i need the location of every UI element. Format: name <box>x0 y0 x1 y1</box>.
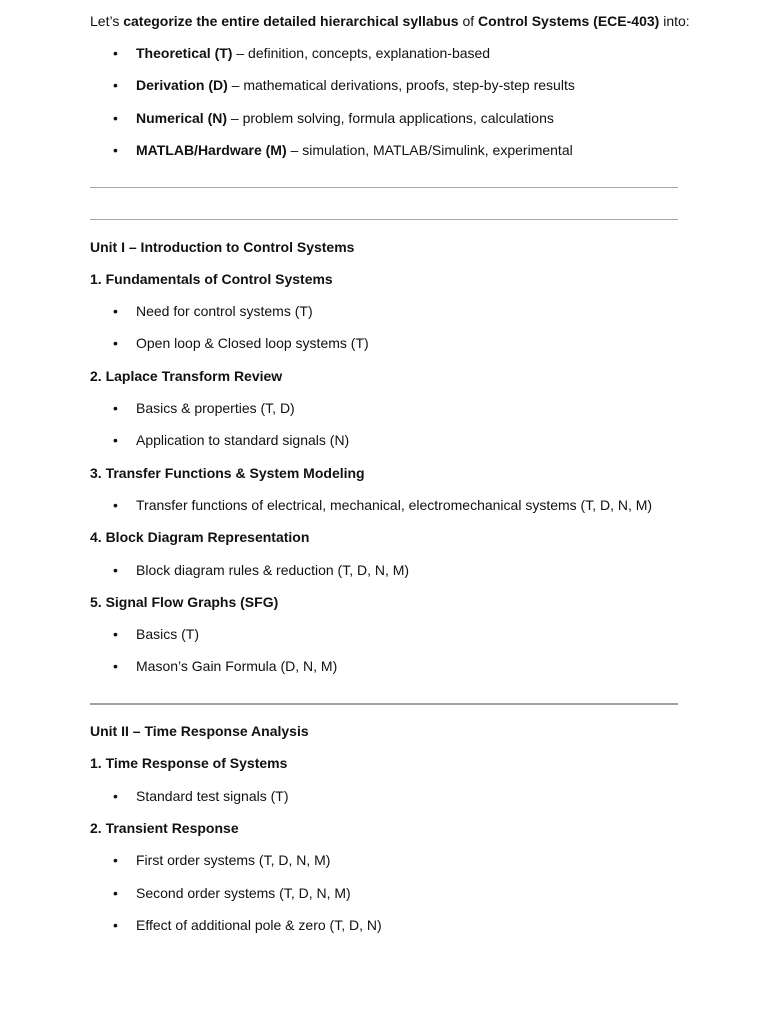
bullet-icon: • <box>113 432 118 448</box>
category-term: Theoretical (T) <box>136 45 233 61</box>
list-item <box>113 884 351 902</box>
list-item-text: Effect of additional pole & zero (T, D, N) <box>136 917 382 933</box>
section-heading: 1. Fundamentals of Control Systems <box>90 271 333 287</box>
list-item-text: Need for control systems (T) <box>136 303 313 319</box>
intro-paragraph <box>90 12 690 30</box>
bullet-icon: • <box>113 852 118 868</box>
list-item <box>113 76 575 94</box>
bullet-icon: • <box>113 658 118 674</box>
section-heading: 1. Time Response of Systems <box>90 755 288 771</box>
intro-text: Let’s <box>90 13 124 29</box>
list-item-text: Standard test signals (T) <box>136 788 289 804</box>
list-item <box>113 657 337 675</box>
list-item-text: Basics (T) <box>136 626 199 642</box>
list-item-text: Second order systems (T, D, N, M) <box>136 885 351 901</box>
list-item <box>113 916 382 934</box>
list-item-text: Application to standard signals (N) <box>136 432 350 448</box>
bullet-icon: • <box>113 626 118 642</box>
intro-text: into: <box>659 13 690 29</box>
bullet-icon: • <box>113 45 118 61</box>
intro-emphasis: categorize the entire detailed hierarchical syllabus <box>123 13 459 29</box>
category-desc: – mathematical derivations, proofs, step-by-step results <box>227 77 575 93</box>
bullet-icon: • <box>113 497 118 513</box>
list-item <box>113 561 409 579</box>
bullet-icon: • <box>113 303 118 319</box>
unit-title: Unit I – Introduction to Control Systems <box>90 239 355 255</box>
category-desc: – simulation, MATLAB/Simulink, experimental <box>286 142 573 158</box>
section-heading: 3. Transfer Functions & System Modeling <box>90 465 365 481</box>
list-item <box>113 851 330 869</box>
category-term: Numerical (N) <box>136 110 228 126</box>
list-item-text: Transfer functions of electrical, mechanical, electromechanical systems (T, D, N, M) <box>136 497 653 513</box>
divider <box>90 703 678 705</box>
list-item <box>113 496 652 514</box>
list-item <box>113 44 490 62</box>
divider <box>90 187 678 188</box>
list-item <box>113 399 295 417</box>
unit-title: Unit II – Time Response Analysis <box>90 723 309 739</box>
list-item-text: First order systems (T, D, N, M) <box>136 852 331 868</box>
bullet-icon: • <box>113 788 118 804</box>
category-term: MATLAB/Hardware (M) <box>136 142 287 158</box>
bullet-icon: • <box>113 77 118 93</box>
category-term: Derivation (D) <box>136 77 228 93</box>
list-item <box>113 302 313 320</box>
divider <box>90 219 678 220</box>
bullet-icon: • <box>113 885 118 901</box>
section-heading: 2. Transient Response <box>90 820 239 836</box>
list-item-text: Basics & properties (T, D) <box>136 400 295 416</box>
list-item <box>113 787 289 805</box>
list-item-text: Mason’s Gain Formula (D, N, M) <box>136 658 338 674</box>
bullet-icon: • <box>113 110 118 126</box>
category-desc: – problem solving, formula applications, calculations <box>227 110 554 126</box>
course-name: Control Systems (ECE-403) <box>478 13 660 29</box>
list-item <box>113 334 369 352</box>
section-heading: 5. Signal Flow Graphs (SFG) <box>90 594 279 610</box>
list-item-text: Open loop & Closed loop systems (T) <box>136 335 369 351</box>
list-item <box>113 625 199 643</box>
intro-text: of <box>458 13 479 29</box>
section-heading: 2. Laplace Transform Review <box>90 368 283 384</box>
bullet-icon: • <box>113 562 118 578</box>
bullet-icon: • <box>113 400 118 416</box>
list-item <box>113 141 573 159</box>
bullet-icon: • <box>113 335 118 351</box>
list-item <box>113 431 349 449</box>
bullet-icon: • <box>113 917 118 933</box>
list-item <box>113 109 554 127</box>
bullet-icon: • <box>113 142 118 158</box>
category-desc: – definition, concepts, explanation-based <box>232 45 491 61</box>
section-heading: 4. Block Diagram Representation <box>90 529 310 545</box>
list-item-text: Block diagram rules & reduction (T, D, N, M) <box>136 562 410 578</box>
